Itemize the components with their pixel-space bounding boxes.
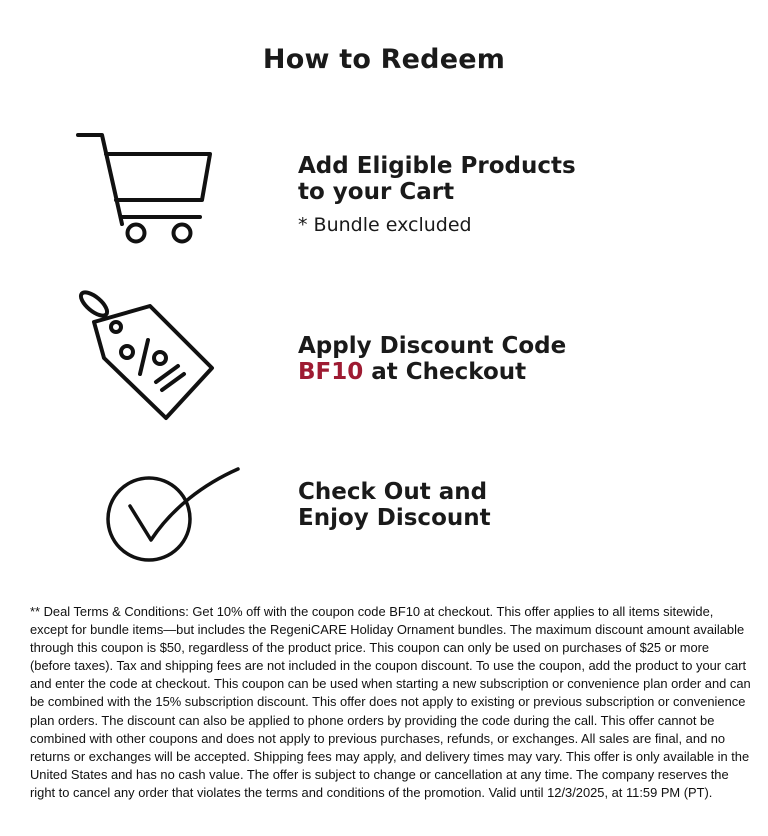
discount-code: BF10 xyxy=(298,359,364,385)
shopping-cart-icon xyxy=(72,128,220,246)
page-title: How to Redeem xyxy=(262,44,506,75)
step-check-out xyxy=(298,479,491,531)
step-add-to-cart-line2: to your Cart xyxy=(298,179,455,205)
step-check-out-line1: Check Out and xyxy=(298,479,488,505)
step-apply-code xyxy=(298,333,566,385)
terms-and-conditions: ** Deal Terms & Conditions: Get 10% off with the coupon code BF10 at checkout. This offer applies to all items sitewide, except for bundle items—but includes the RegeniCARE Holiday Ornament bundles. The maximum discount amount available through this coupon is $50, regardless of the product price. This coupon can only be used on purchases of $25 or more (before taxes). Tax and shipping fees are not included in the coupon discount. To use the coupon, add the product to your cart and enter the code at checkout. This coupon can be used when starting a new subscription or convenience plan order and can be combined with the 15% subscription discount. This offer does not apply to existing or previous subscription or convenience plan orders. The discount can also be applied to phone orders by providing the code during the call. This offer cannot be combined with other coupons and does not apply to previous purchases, refunds, or exchanges. All sales are final, and no returns or exchanges will be accepted. Shipping fees may apply, and delivery times may vary. This offer is only available in the United States and has no cash value. The offer is subject to change or cancellation at any time. The company reserves the right to cancel any order that violates the terms and conditions of the promotion. Valid until 12/3/2025, at 11:59 PM (PT). xyxy=(30,604,751,800)
discount-tag-icon xyxy=(70,282,220,428)
step-add-to-cart-line1: Add Eligible Products xyxy=(298,153,576,179)
step-apply-code-line2 xyxy=(298,359,566,385)
step-add-to-cart xyxy=(298,153,576,205)
bundle-excluded-note: * Bundle excluded xyxy=(298,214,472,236)
step-apply-code-line2-rest: at Checkout xyxy=(363,359,527,385)
step-apply-code-line1: Apply Discount Code xyxy=(298,333,567,359)
step-check-out-line2: Enjoy Discount xyxy=(298,505,491,531)
check-circle-icon xyxy=(100,462,246,568)
